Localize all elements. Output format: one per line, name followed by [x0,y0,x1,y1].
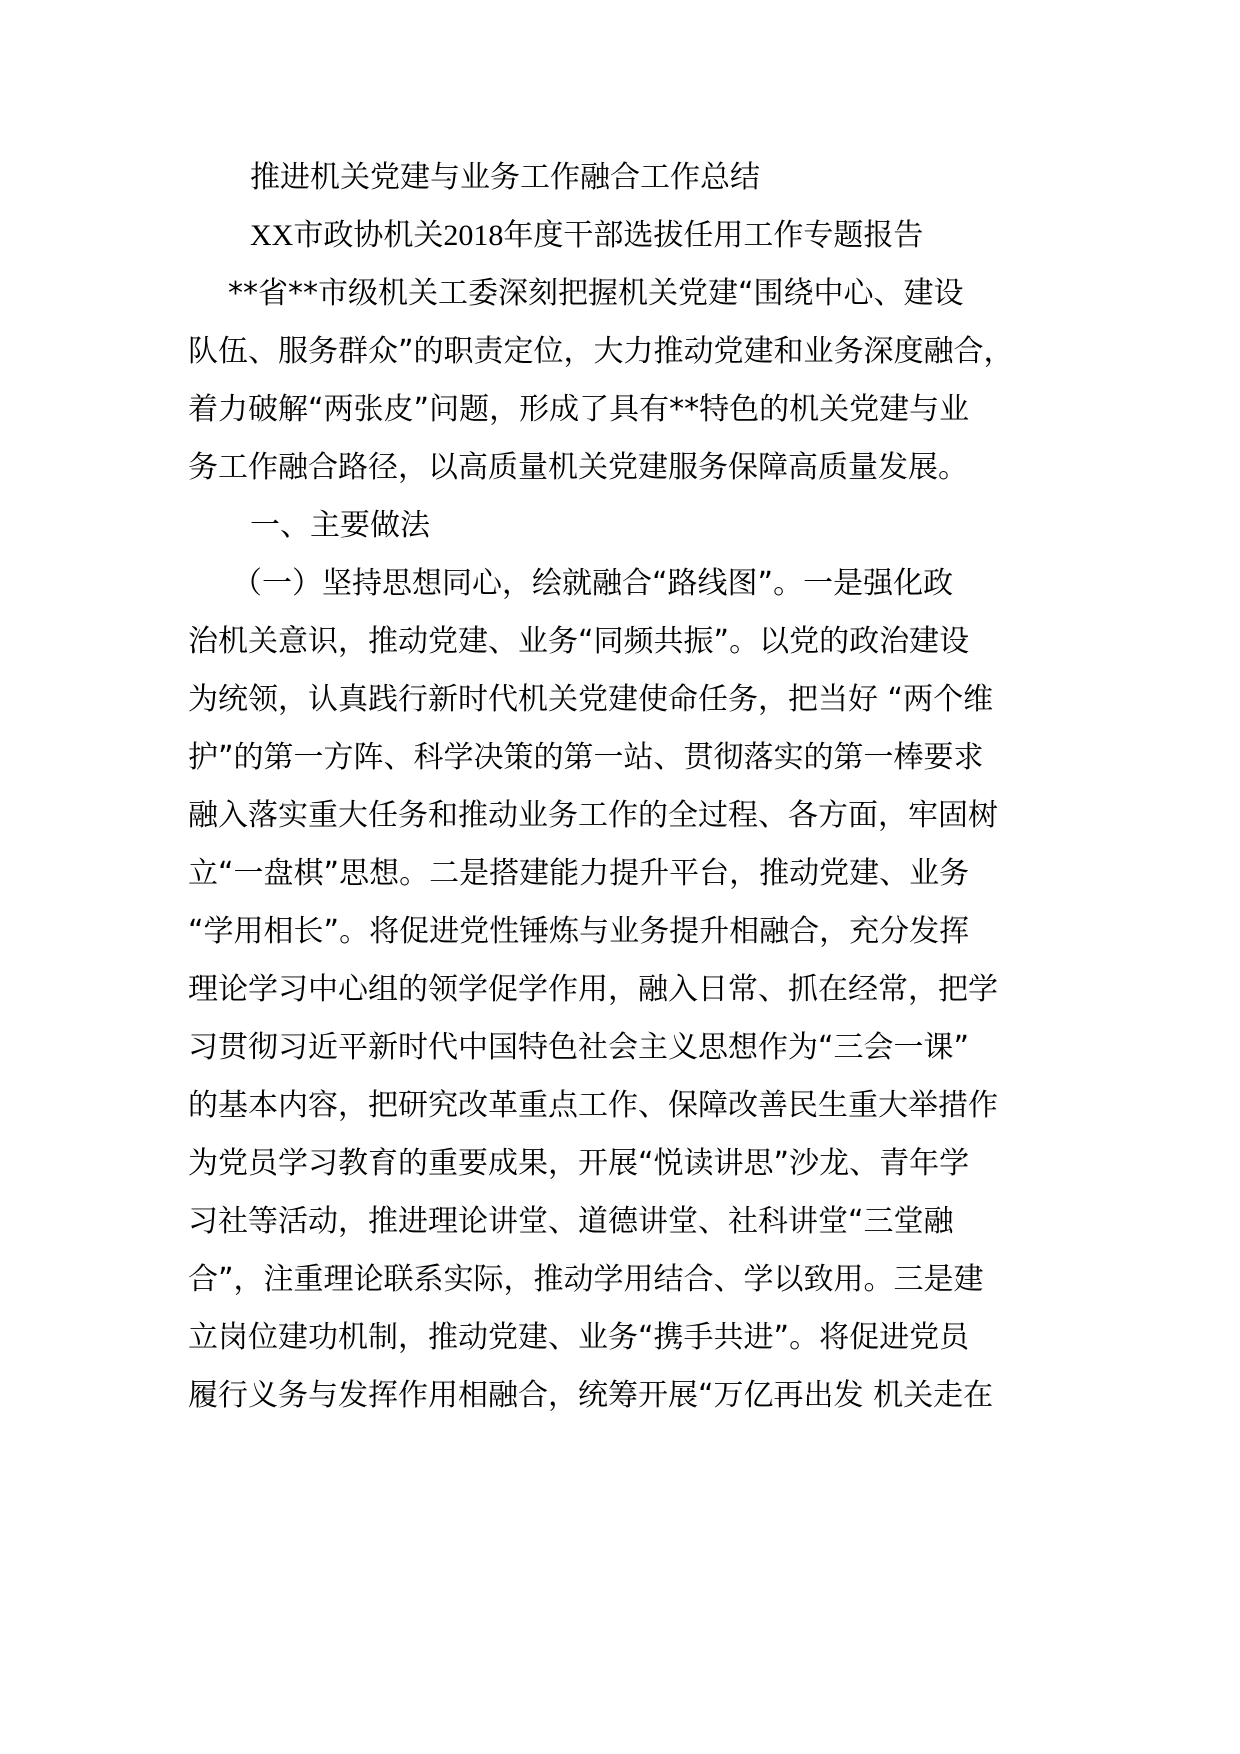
body-line: 为统领，认真践行新时代机关党建使命任务，把当好 “两个维 [188,682,994,717]
body-line: 履行义务与发挥作用相融合，统筹开展“万亿再出发 机关走在 [188,1378,994,1413]
body-line: 习贯彻习近平新时代中国特色社会主义思想作为“三会一课” [188,1030,970,1065]
body-line: 务工作融合路径，以高质量机关党建服务保障高质量发展。 [188,450,968,485]
body-line: 的基本内容，把研究改革重点工作、保障改善民生重大举措作 [188,1088,998,1123]
document-subtitle: XX市政协机关2018年度干部选拔任用工作专题报告 [250,219,924,252]
body-line: 融入落实重大任务和推动业务工作的全过程、各方面，牢固树 [188,798,998,833]
document-title: 推进机关党建与业务工作融合工作总结 [250,160,760,195]
body-line: 立“一盘棋”思想。二是搭建能力提升平台，推动党建、业务 [188,856,970,891]
body-line: 习社等活动，推进理论讲堂、道德讲堂、社科讲堂“三堂融 [188,1204,954,1239]
body-line: （一）坚持思想同心，绘就融合“路线图”。一是强化政 [232,566,954,601]
section-heading: 一、主要做法 [250,508,430,543]
body-line: 合”，注重理论联系实际，推动学用结合、学以致用。三是建 [188,1262,984,1297]
body-line: **省**市级机关工委深刻把握机关党建“围绕中心、建设 [228,276,964,311]
body-line: 着力破解“两张皮”问题，形成了具有**特色的机关党建与业 [188,392,970,427]
body-line: 护”的第一方阵、科学决策的第一站、贯彻落实的第一棒要求 [188,740,984,775]
body-line: 立岗位建功机制，推动党建、业务“携手共进”。将促进党员 [188,1320,970,1355]
body-line: 为党员学习教育的重要成果，开展“悦读讲思”沙龙、青年学 [188,1146,970,1181]
body-line: “学用相长”。将促进党性锤炼与业务提升相融合，充分发挥 [188,914,970,949]
body-line: 治机关意识，推动党建、业务“同频共振”。以党的政治建设 [188,624,970,659]
body-line: 队伍、服务群众”的职责定位，大力推动党建和业务深度融合， [188,334,1014,369]
body-line: 理论学习中心组的领学促学作用，融入日常、抓在经常，把学 [188,972,998,1007]
